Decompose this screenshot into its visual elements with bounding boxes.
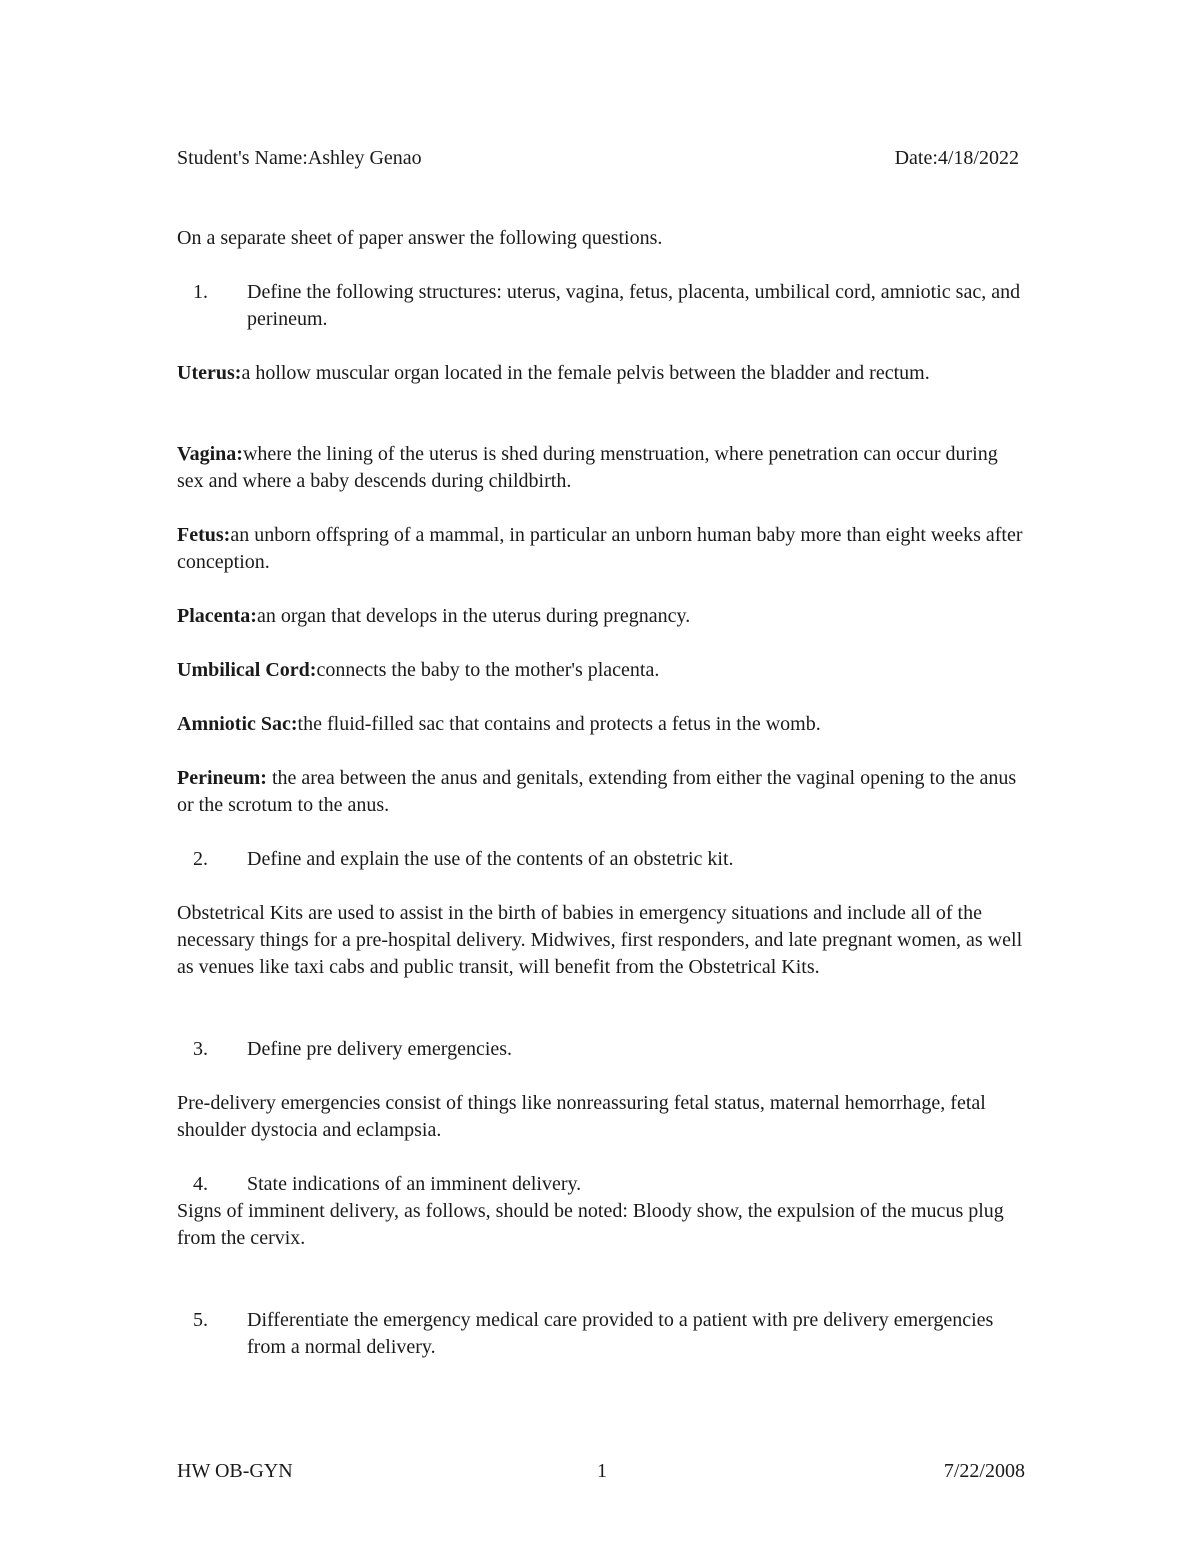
footer-title: HW OB-GYN <box>177 1460 293 1482</box>
student-name-label: Student's Name: <box>177 147 308 169</box>
definition-text: an organ that develops in the uterus during pregnancy. <box>256 605 691 627</box>
page-number: 1 <box>597 1460 607 1482</box>
answer-text: Pre-delivery emergencies consist of things like nonreassuring fetal status, maternal hemorrhage, fetal shoulder dystocia and eclampsia. <box>177 1092 986 1141</box>
intro-text: On a separate sheet of paper answer the following questions. <box>177 227 663 249</box>
question-number: 3. <box>193 1038 208 1060</box>
question-text: Define and explain the use of the contents of an obstetric kit. <box>247 848 734 870</box>
question-number: 5. <box>193 1309 208 1331</box>
question-text: Define the following structures: uterus, vagina, fetus, placenta, umbilical cord, amniotic sac, and perineum. <box>247 281 1021 330</box>
answer-text: Signs of imminent delivery, as follows, should be noted: Bloody show, the expulsion of the mucus plug from the cervix. <box>177 1200 1004 1249</box>
definition-item <box>177 603 1027 630</box>
date-value: 4/18/2022 <box>937 147 1019 169</box>
definition-term: Amniotic Sac: <box>177 713 298 735</box>
definition-term: Vagina: <box>177 443 243 465</box>
question-text: Differentiate the emergency medical care provided to a patient with pre delivery emergencies from a normal delivery. <box>247 1309 994 1358</box>
definition-term: Perineum: <box>177 767 267 789</box>
definition-item <box>177 657 1027 684</box>
definition-term: Uterus: <box>177 362 242 384</box>
date-line <box>895 145 1019 171</box>
student-name-value: Ashley Genao <box>307 147 422 169</box>
student-name-line <box>177 145 422 171</box>
question-text: State indications of an imminent delivery. <box>247 1173 582 1195</box>
footer-date: 7/22/2008 <box>943 1460 1025 1482</box>
definition-item <box>177 360 1027 387</box>
answer-text: Obstetrical Kits are used to assist in the birth of babies in emergency situations and include all of the necessary things for a pre-hospital delivery. Midwives, first responders, and late pregnant women, as well as venues like taxi cabs and public transit, will benefit from the Obstetrical Kits. <box>177 902 1023 978</box>
definition-item <box>177 441 1027 495</box>
question-text: Define pre delivery emergencies. <box>247 1038 513 1060</box>
definition-item <box>177 765 1027 819</box>
question-number: 4. <box>193 1173 208 1195</box>
question-number: 1. <box>193 281 208 303</box>
definition-term: Umbilical Cord: <box>177 659 317 681</box>
header-row <box>177 145 1019 171</box>
definition-text: connects the baby to the mother's placenta. <box>316 659 660 681</box>
definition-term: Fetus: <box>177 524 231 546</box>
definition-item <box>177 522 1027 576</box>
question-number: 2. <box>193 848 208 870</box>
definition-text: the area between the anus and genitals, extending from either the vaginal opening to the anus or the scrotum to the anus. <box>177 767 1017 816</box>
definition-term: Placenta: <box>177 605 257 627</box>
definition-text: a hollow muscular organ located in the female pelvis between the bladder and rectum. <box>241 362 930 384</box>
definition-text: the fluid-filled sac that contains and protects a fetus in the womb. <box>297 713 821 735</box>
definition-item <box>177 711 1027 738</box>
definition-text: where the lining of the uterus is shed during menstruation, where penetration can occur during sex and where a baby descends during childbirth. <box>177 443 998 492</box>
date-label: Date: <box>894 147 938 169</box>
definition-text: an unborn offspring of a mammal, in particular an unborn human baby more than eight weeks after conception. <box>177 524 1023 573</box>
